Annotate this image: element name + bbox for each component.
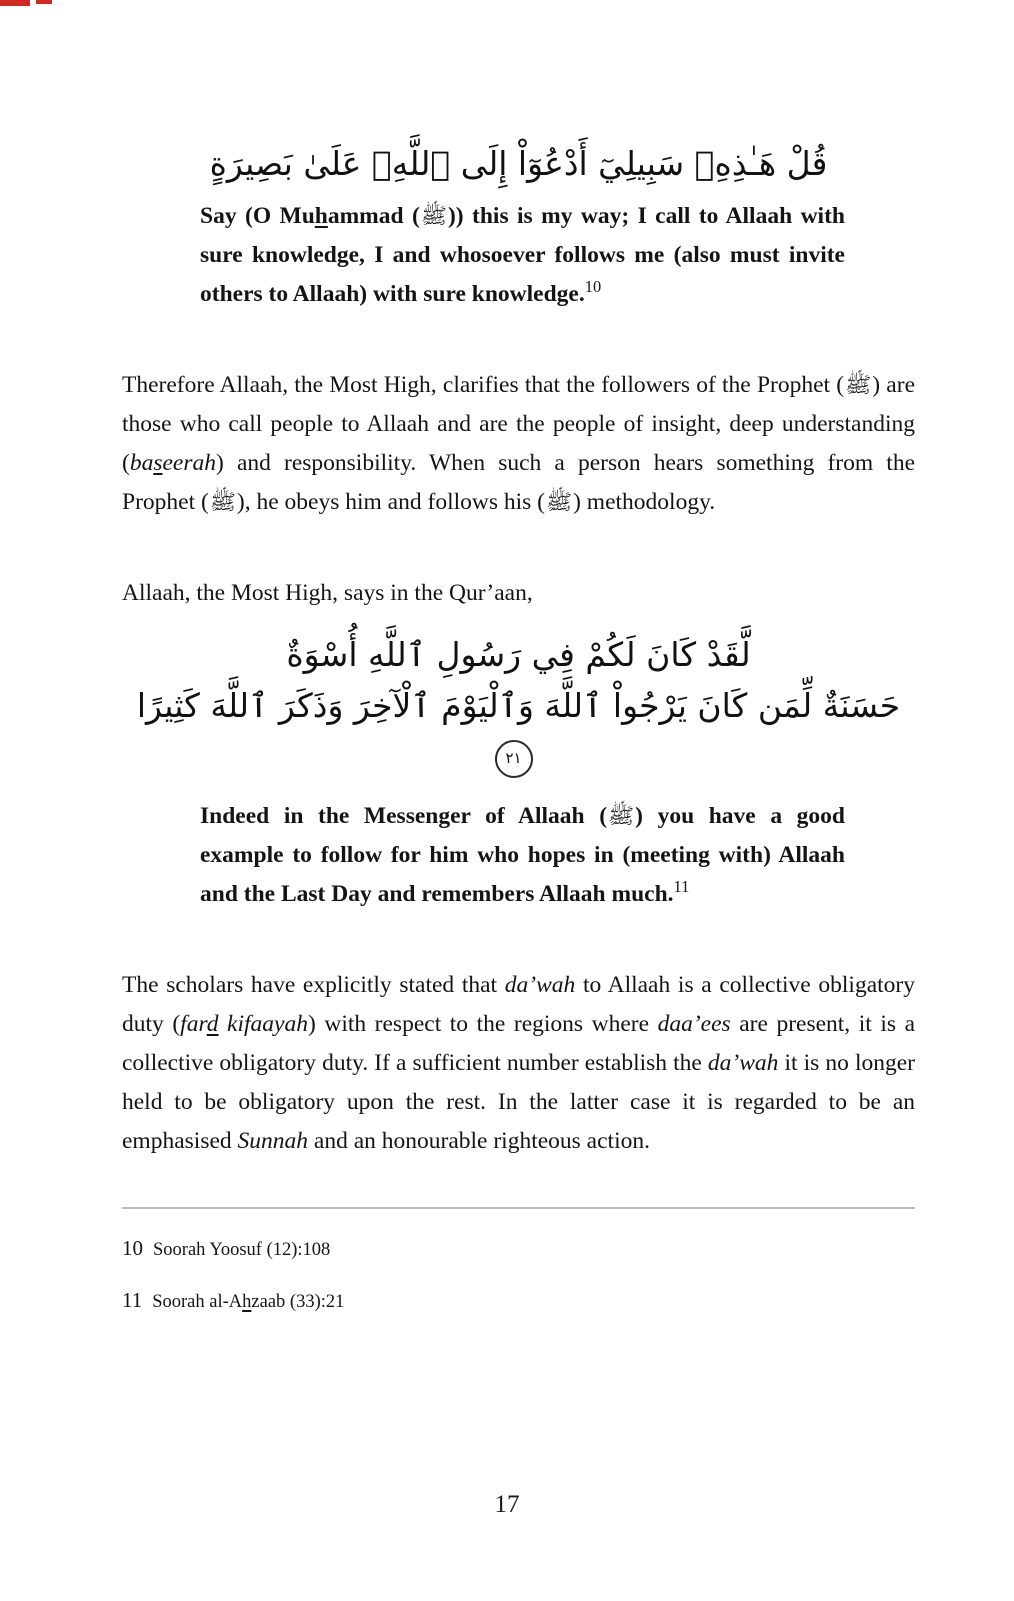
arabic-verse-2-line-1: لَّقَدْ كَانَ لَكُمْ فِي رَسُولِ ٱللَّهِ أُسْوَةٌ	[286, 635, 751, 675]
footnote-10	[122, 1233, 915, 1265]
arabic-verse-2-text: حَسَنَةٌ لِّمَن كَانَ يَرْجُواْ ٱللَّهَ وَٱلْيَوْمَ ٱلْآخِرَ وَذَكَرَ ٱللَّهَ كَثِيرًا	[136, 686, 901, 726]
arabic-verse-1: قُلْ هَـٰذِهِۦ سَبِيلِيٓ أَدْعُوٓاْ إِلَى ٱللَّهِۚ عَلَىٰ بَصِيرَةٍ	[209, 144, 828, 183]
scan-artifact	[0, 0, 30, 6]
sallallahu-alayhi-wasallam-symbol: ﷺ	[209, 490, 236, 516]
footnote-number: 11	[122, 1287, 143, 1312]
footnote-11	[122, 1285, 915, 1317]
footnote-text: Soorah al-Ahzaab (33):21	[152, 1291, 345, 1312]
paragraph-3: The scholars have explicitly stated that da’wah to Allaah is a collective obligatory duty (fard kifaayah) with respect to the regions where daa’ees are present, it is a collective obligatory duty. If a sufficient number establish the da’wah it is no longer held to be obligatory upon the rest. In the latter case it is regarded to be an emphasised Sunnah and an honourable righteous action.	[122, 971, 916, 1154]
quote-translation-2: Indeed in the Messenger of Allaah (ﷺ) you have a good example to follow for him who hopes in (meeting with) Allaah and the Last Day and remembers Allaah much.$^{11}$	[200, 802, 845, 907]
verse-end-medallion: ٢١	[495, 740, 533, 778]
footnote-text: Soorah Yoosuf (12):108	[153, 1239, 331, 1260]
quote-translation-1: Say (O Muhammad (ﷺ)) this is my way; I call to Allaah with sure knowledge, I and whosoever follows me (also must invite others to Allaah) with sure knowledge.$^{10}$	[200, 203, 845, 308]
footnote-section	[122, 1207, 915, 1317]
page-content	[122, 138, 915, 1337]
scan-artifact	[36, 0, 52, 4]
page-number: 17	[494, 1491, 520, 1518]
paragraph-1: Therefore Allaah, the Most High, clarifies that the followers of the Prophet (ﷺ) are those who call people to Allaah and are the people of insight, deep understanding (baseerah) and responsibility. When such a person hears something from the Prophet (ﷺ), he obeys him and follows his (ﷺ) methodology.	[122, 372, 915, 516]
sallallahu-alayhi-wasallam-symbol: ﷺ	[420, 204, 447, 230]
arabic-verse-2-line-2	[122, 680, 915, 782]
paragraph-2: Allaah, the Most High, says in the Qur’aan,	[122, 580, 533, 607]
sallallahu-alayhi-wasallam-symbol: ﷺ	[845, 373, 872, 399]
sallallahu-alayhi-wasallam-symbol: ﷺ	[608, 803, 635, 829]
footnote-number: 10	[122, 1235, 143, 1260]
sallallahu-alayhi-wasallam-symbol: ﷺ	[546, 490, 573, 516]
